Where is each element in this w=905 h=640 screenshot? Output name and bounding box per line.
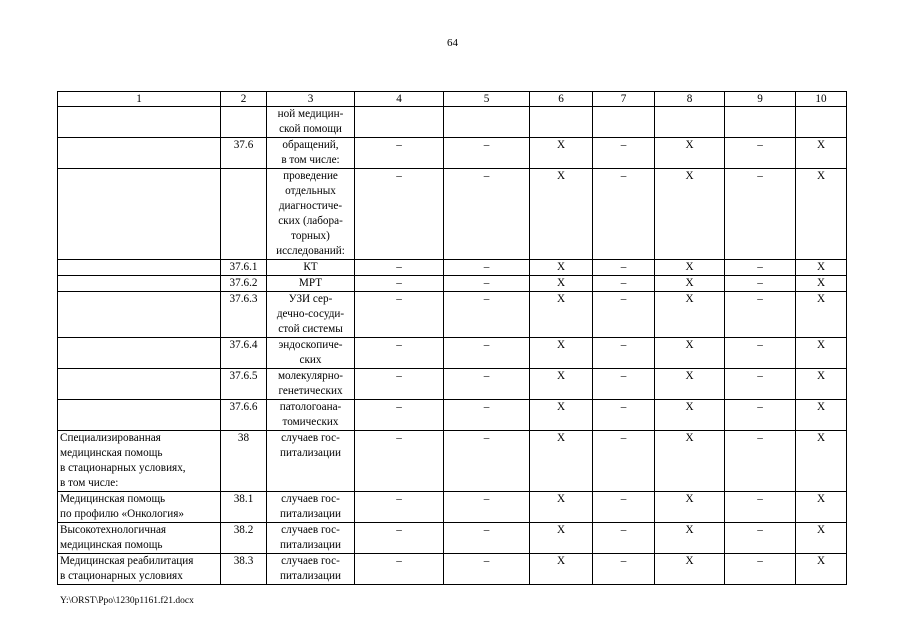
row-unit: случаев гос- питализации	[267, 492, 355, 523]
table-row	[58, 169, 847, 260]
row-code: 37.6.4	[221, 338, 267, 369]
row-code: 38.1	[221, 492, 267, 523]
row-value	[530, 107, 593, 138]
row-value: –	[355, 492, 444, 523]
row-value: –	[725, 338, 796, 369]
row-label	[58, 369, 221, 400]
row-unit: молекулярно- генетических	[267, 369, 355, 400]
row-value: –	[355, 138, 444, 169]
row-value	[725, 107, 796, 138]
row-label	[58, 260, 221, 276]
row-value: –	[444, 400, 530, 431]
row-value: Х	[530, 523, 593, 554]
row-code: 37.6.2	[221, 276, 267, 292]
row-code: 37.6	[221, 138, 267, 169]
page-number: 64	[447, 37, 458, 49]
row-value: Х	[655, 369, 725, 400]
row-unit: случаев гос- питализации	[267, 431, 355, 492]
row-unit: проведение отдельных диагностиче- ских (лабора- торных) исследований:	[267, 169, 355, 260]
row-value: –	[355, 554, 444, 585]
row-value: –	[593, 554, 655, 585]
row-value: Х	[796, 292, 847, 338]
row-value: –	[725, 292, 796, 338]
header-row	[58, 92, 847, 107]
row-unit: обращений, в том числе:	[267, 138, 355, 169]
row-value	[355, 107, 444, 138]
row-value: –	[444, 492, 530, 523]
column-header: 2	[221, 92, 267, 107]
row-value: –	[355, 169, 444, 260]
row-value: Х	[655, 276, 725, 292]
row-value: Х	[796, 554, 847, 585]
table-row	[58, 400, 847, 431]
table-row	[58, 492, 847, 523]
row-value: Х	[530, 276, 593, 292]
row-label	[58, 292, 221, 338]
row-unit: случаев гос- питализации	[267, 554, 355, 585]
row-value: Х	[530, 260, 593, 276]
row-value: –	[444, 338, 530, 369]
row-value: Х	[655, 554, 725, 585]
row-value: –	[355, 431, 444, 492]
row-value: Х	[655, 292, 725, 338]
row-value: Х	[530, 431, 593, 492]
row-label	[58, 338, 221, 369]
row-label: Специализированная медицинская помощь в стационарных условиях, в том числе:	[58, 431, 221, 492]
row-value: –	[593, 523, 655, 554]
column-header: 5	[444, 92, 530, 107]
table-row	[58, 338, 847, 369]
row-label: Медицинская реабилитация в стационарных условиях	[58, 554, 221, 585]
row-value: Х	[796, 138, 847, 169]
footer-file-path: Y:\ORST\Ppo\1230p1161.f21.docx	[60, 596, 194, 606]
row-value: –	[355, 260, 444, 276]
row-value: Х	[530, 138, 593, 169]
table-row	[58, 554, 847, 585]
row-value: –	[725, 523, 796, 554]
row-code: 38	[221, 431, 267, 492]
row-value: Х	[796, 369, 847, 400]
row-label	[58, 138, 221, 169]
row-value: Х	[655, 492, 725, 523]
row-value: Х	[530, 400, 593, 431]
row-value: –	[593, 169, 655, 260]
table-row	[58, 523, 847, 554]
row-value: –	[593, 492, 655, 523]
column-header: 6	[530, 92, 593, 107]
row-value: –	[355, 338, 444, 369]
row-value: –	[355, 276, 444, 292]
row-value: –	[444, 138, 530, 169]
row-value: –	[444, 523, 530, 554]
row-value: Х	[655, 260, 725, 276]
row-label: Медицинская помощь по профилю «Онкология»	[58, 492, 221, 523]
row-value	[655, 107, 725, 138]
row-label	[58, 276, 221, 292]
row-value: Х	[530, 338, 593, 369]
row-value: –	[725, 276, 796, 292]
row-value: –	[355, 400, 444, 431]
row-value: Х	[796, 492, 847, 523]
row-value: –	[444, 260, 530, 276]
row-value: Х	[796, 338, 847, 369]
row-value: –	[593, 431, 655, 492]
row-value: –	[725, 431, 796, 492]
row-value: –	[444, 276, 530, 292]
row-value: –	[444, 431, 530, 492]
row-value: Х	[796, 276, 847, 292]
row-code: 38.3	[221, 554, 267, 585]
row-value: Х	[796, 169, 847, 260]
row-unit: КТ	[267, 260, 355, 276]
row-unit: ной медицин- ской помощи	[267, 107, 355, 138]
row-value: Х	[655, 169, 725, 260]
row-value: –	[725, 400, 796, 431]
row-unit: УЗИ сер- дечно-сосуди- стой системы	[267, 292, 355, 338]
row-unit: МРТ	[267, 276, 355, 292]
row-value: Х	[530, 554, 593, 585]
column-header: 7	[593, 92, 655, 107]
row-value: Х	[796, 431, 847, 492]
row-value: –	[593, 292, 655, 338]
row-value: Х	[796, 400, 847, 431]
row-value: Х	[796, 523, 847, 554]
table-row	[58, 260, 847, 276]
row-value: –	[725, 369, 796, 400]
row-value: –	[444, 169, 530, 260]
row-value: Х	[655, 338, 725, 369]
row-value: –	[725, 554, 796, 585]
table-row	[58, 431, 847, 492]
row-code: 37.6.6	[221, 400, 267, 431]
row-unit: патологоана- томических	[267, 400, 355, 431]
column-header: 10	[796, 92, 847, 107]
row-value	[444, 107, 530, 138]
row-code: 37.6.1	[221, 260, 267, 276]
row-value: Х	[530, 292, 593, 338]
row-value: –	[593, 369, 655, 400]
column-header: 4	[355, 92, 444, 107]
row-value: Х	[655, 400, 725, 431]
row-unit: эндоскопиче- ских	[267, 338, 355, 369]
row-label	[58, 169, 221, 260]
row-value: –	[444, 554, 530, 585]
row-code: 37.6.3	[221, 292, 267, 338]
row-value: –	[355, 523, 444, 554]
row-value: Х	[530, 492, 593, 523]
data-table	[57, 91, 847, 585]
row-value: –	[593, 138, 655, 169]
column-header: 9	[725, 92, 796, 107]
row-value: –	[725, 169, 796, 260]
table-row	[58, 138, 847, 169]
row-value: Х	[655, 431, 725, 492]
row-value: Х	[655, 523, 725, 554]
table-row	[58, 369, 847, 400]
row-value: Х	[530, 369, 593, 400]
row-value: –	[593, 260, 655, 276]
column-header: 8	[655, 92, 725, 107]
table-row	[58, 292, 847, 338]
row-value: Х	[796, 260, 847, 276]
table-row	[58, 107, 847, 138]
row-code	[221, 169, 267, 260]
row-value: –	[593, 400, 655, 431]
row-value: –	[444, 292, 530, 338]
row-value: Х	[530, 169, 593, 260]
row-code: 37.6.5	[221, 369, 267, 400]
row-label: Высокотехнологичная медицинская помощь	[58, 523, 221, 554]
table-row	[58, 276, 847, 292]
row-value	[593, 107, 655, 138]
row-value: –	[593, 338, 655, 369]
row-value	[796, 107, 847, 138]
row-value: –	[355, 369, 444, 400]
row-value: –	[725, 138, 796, 169]
row-code: 38.2	[221, 523, 267, 554]
row-unit: случаев гос- питализации	[267, 523, 355, 554]
column-header: 3	[267, 92, 355, 107]
row-label	[58, 400, 221, 431]
row-value: –	[593, 276, 655, 292]
row-value: –	[444, 369, 530, 400]
row-code	[221, 107, 267, 138]
row-value: –	[355, 292, 444, 338]
row-value: –	[725, 260, 796, 276]
row-value: Х	[655, 138, 725, 169]
row-label	[58, 107, 221, 138]
row-value: –	[725, 492, 796, 523]
column-header: 1	[58, 92, 221, 107]
